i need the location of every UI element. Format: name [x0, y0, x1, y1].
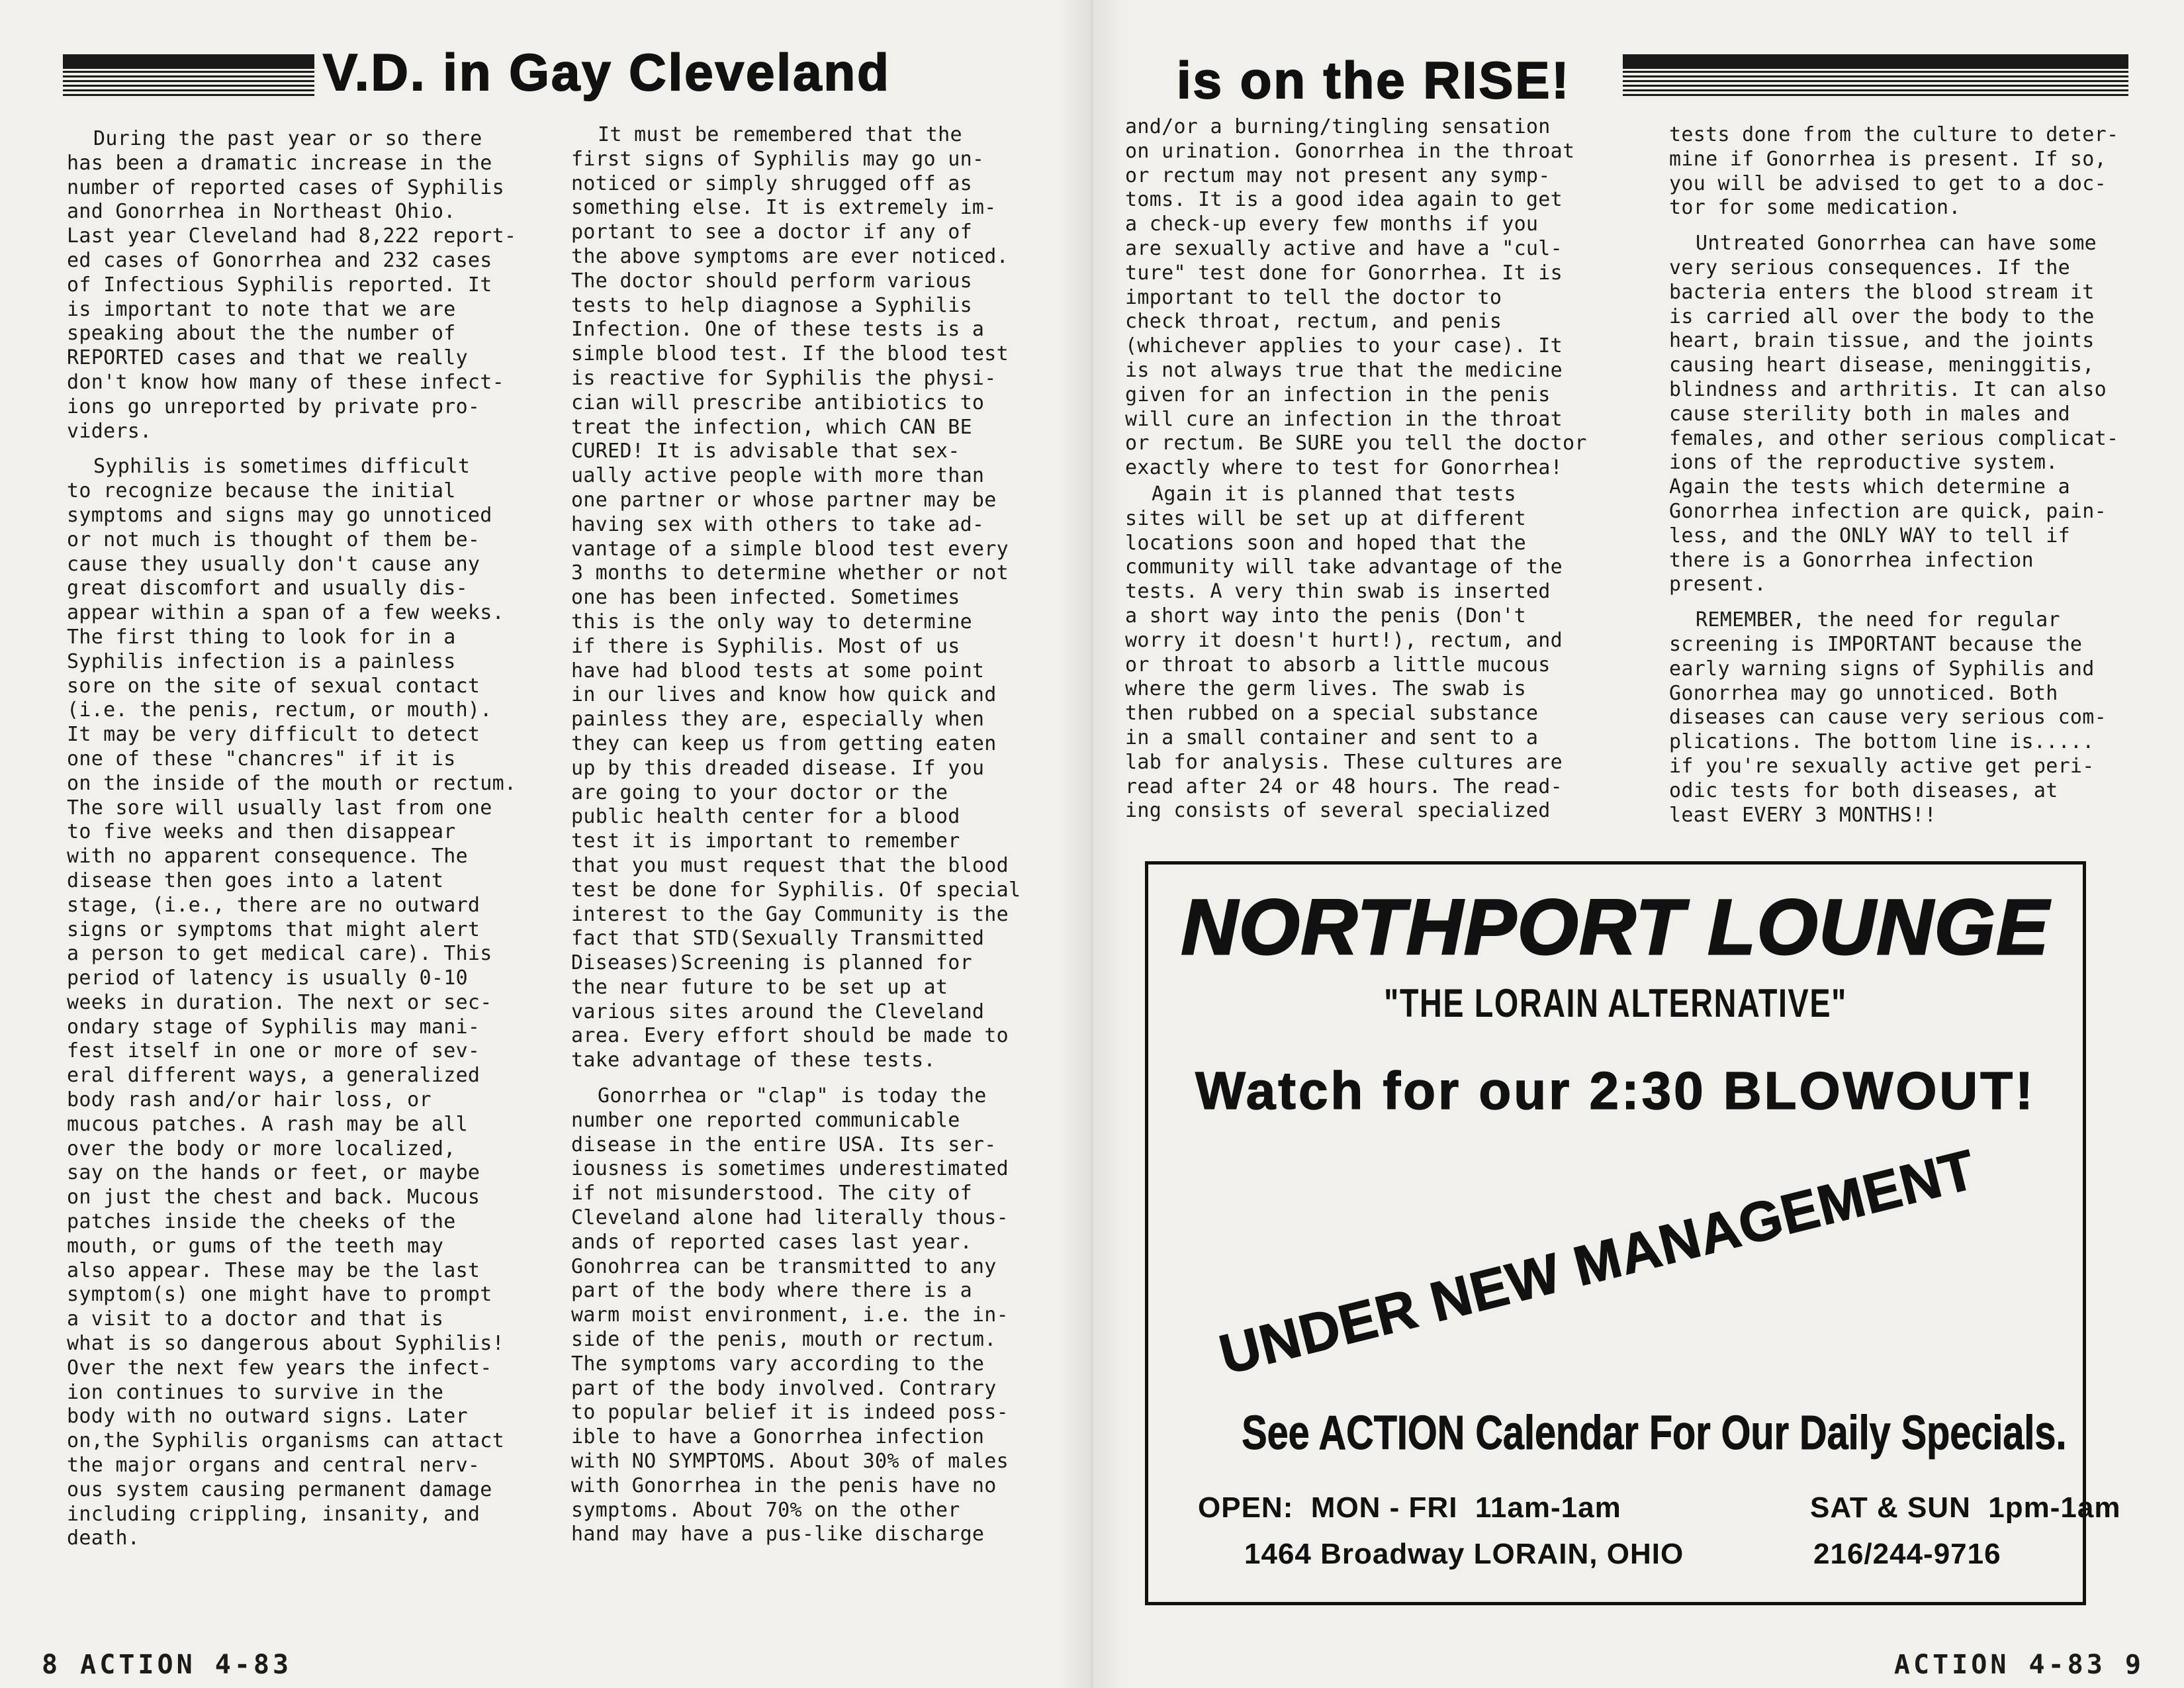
ad-management-banner: UNDER NEW MANAGEMENT — [1213, 1137, 1982, 1386]
article-column-4 — [1669, 123, 2118, 839]
headline-right: is on the RISE! — [1177, 51, 1571, 109]
article-column-2 — [571, 123, 1021, 1558]
headline-rule-right — [1623, 54, 2128, 98]
paragraph: REMEMBER, the need for regular screening is IMPORTANT because the early warning signs of Syphilis and Gonorrhea may go unnoticed. Both diseases can cause very serious com- plications. The bottom line is..... if you're sexually active get peri- odic tests for both diseases, at least EVERY 3 MONTHS!! — [1669, 608, 2107, 827]
ad-promo: Watch for our 2:30 BLOWOUT! — [1195, 1061, 2036, 1120]
ad-hours-weekday: OPEN: MON - FRI 11am-1am — [1198, 1491, 1621, 1524]
ad-business-name: NORTHPORT LOUNGE — [1181, 884, 2050, 971]
headline-rule-left — [63, 54, 314, 98]
page-folio-left: 8 ACTION 4-83 — [42, 1650, 293, 1680]
article-column-1 — [67, 127, 516, 1562]
paragraph: It must be remembered that the first signs of Syphilis may go un- noticed or simply shrugged off as something else. It is extremely im- portant to see a doctor if any of the above symptoms are ever noticed. The doctor should perform various tests to help diagnose a Syphilis Infection. One of these tests is a simple blood test. If the blood test is reactive for Syphilis the physi- cian will prescribe antibiotics to treat the infection, which CAN BE CURED! It is advisable that sex- ually active people with more than one partner or whose partner may be having sex with others to take ad- vantage of a simple blood test every 3 months to determine whether or not one has been infected. Sometimes this is the only way to determine if there is Syphilis. Most of us have had blood tests at some point in our lives and know how quick and painless they are, especially when they can keep us from getting eaten up by this dreaded disease. If you are going to your doctor or the public health center for a blood test it is important to remember that you must request that the blood test be done for Syphilis. Of special interest to the Gay Community is the fact that STD(Sexually Transmitted Diseases)Screening is planned for the near future to be set up at various sites around the Cleveland area. Every effort should be made to take advantage of these tests. — [571, 123, 1021, 1072]
paragraph: Gonorrhea or "clap" is today the number one reported communicable disease in the entire USA. Its ser- iousness is sometimes underestimated if not misunderstood. The city of Cleveland alone had literally thous- ands of reported cases last year. Gonohrrea can be transmitted to any part of the body where there is a warm moist environment, i.e. the in- side of the penis, mouth or rectum. The symptoms vary according to the part of the body involved. Contrary to popular belief it is indeed poss- ible to have a Gonorrhea infection with NO SYMPTOMS. About 30% of males with Gonorrhea in the penis have no symptoms. About 70% on the other hand may have a pus-like discharge — [571, 1084, 1009, 1546]
paragraph: During the past year or so there has been a dramatic increase in the number of reported cases of Syphilis and Gonorrhea in Northeast Ohio. Last year Cleveland had 8,222 report- ed cases of Gonorrhea and 232 cases of Infectious Syphilis reported. It is important to note that we are speaking about the the number of REPORTED cases and that we really don't know how many of these infect- ions go unreported by private pro- viders. — [67, 127, 517, 443]
paragraph: Again it is planned that tests sites will be set up at different locations soon and hoped that the community will take advantage of the tests. A very thin swab is inserted a short way into the penis (Don't worry it doesn't hurt!), rectum, and or throat to absorb a little mucous where the germ lives. The swab is then rubbed on a special substance in a small container and sent to a lab for analysis. These cultures are read after 24 or 48 hours. The read- ing consists of several specialized — [1125, 482, 1563, 823]
paragraph: Untreated Gonorrhea can have some very serious consequences. If the bacteria enters the blood stream it is carried all over the body to the heart, brain tissue, and the joints causing heart disease, meninggitis, blindness and arthritis. It can also cause sterility both in males and females, and other serious complicat- ions of the reproductive system. Again the tests which determine a Gonorrhea infection are quick, pain- less, and the ONLY WAY to tell if there is a Gonorrhea infection present. — [1669, 232, 2119, 596]
northport-lounge-ad — [1145, 861, 2121, 1605]
ad-phone: 216/244-9716 — [1813, 1538, 2001, 1570]
ad-hours-weekend: SAT & SUN 1pm-1am — [1810, 1491, 2121, 1524]
paragraph: Syphilis is sometimes difficult to recognize because the initial symptoms and signs may go unnoticed or not much is thought of them be- cause they usually don't cause any great discomfort and usually dis- appear within a span of a few weeks. The first thing to look for in a Syphilis infection is a painless sore on the site of sexual contact (i.e. the penis, rectum, or mouth). It may be very difficult to detect one of these "chancres" if it is on the inside of the mouth or rectum. The sore will usually last from one to five weeks and then disappear with no apparent consequence. The disease then goes into a latent stage, (i.e., there are no outward signs or symptoms that might alert a person to get medical care). This period of latency is usually 0-10 weeks in duration. The next or sec- ondary stage of Syphilis may mani- fest itself in one or more of sev- eral different ways, a generalized body rash and/or hair loss, or mucous patches. A rash may be all over the body or more localized, say on the hands or feet, or maybe on just the chest and back. Mucous patches inside the cheeks of the mouth, or gums of the teeth may also appear. These may be the last symptom(s) one might have to prompt a visit to a doctor and that is what is so dangerous about Syphilis! Over the next few years the infect- ion continues to survive in the body with no outward signs. Later on,the Syphilis organisms can attact the major organs and central nerv- ous system causing permanent damage including crippling, insanity, and death. — [67, 455, 517, 1550]
article-column-3 — [1125, 115, 1587, 835]
page-folio-right: ACTION 4-83 9 — [1893, 1650, 2144, 1680]
headline-left: V.D. in Gay Cleveland — [323, 43, 891, 101]
ad-specials: See ACTION Calendar For Our Daily Specials. — [1242, 1407, 2067, 1460]
center-fold — [1059, 0, 1125, 1688]
ad-address: 1464 Broadway LORAIN, OHIO — [1244, 1538, 1684, 1570]
ad-tagline: "THE LORAIN ALTERNATIVE" — [1384, 981, 1847, 1025]
paragraph: tests done from the culture to deter- mine if Gonorrhea is present. If so, you will be advised to get to a doc- tor for some medication. — [1669, 123, 2119, 220]
paragraph: and/or a burning/tingling sensation on urination. Gonorrhea in the throat or rectum may not present any symp- toms. It is a good idea again to get a check-up every few months if you are sexually active and have a "cul- ture" test done for Gonorrhea. It is important to tell the doctor to check throat, rectum, and penis (whichever applies to your case). It is not always true that the medicine given for an infection in the penis will cure an infection in the throat or rectum. Be SURE you tell the doctor exactly where to test for Gonorrhea! — [1125, 115, 1587, 480]
